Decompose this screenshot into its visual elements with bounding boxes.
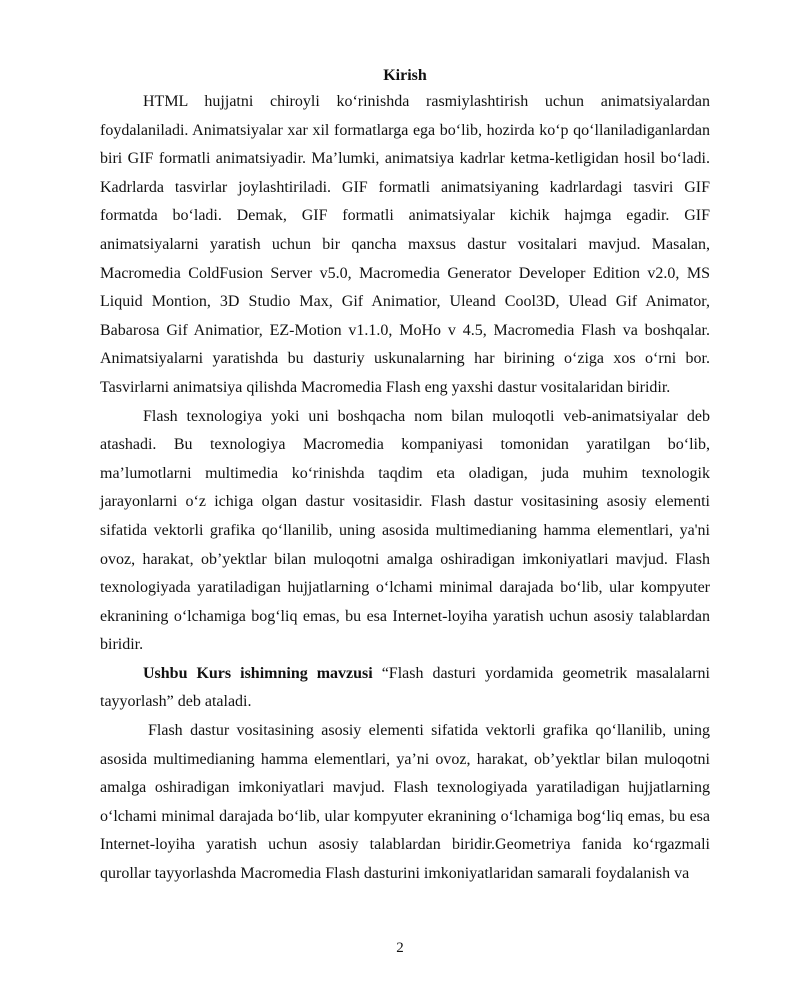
page-content: [100, 64, 710, 889]
section-title: Kirish: [383, 67, 427, 84]
paragraph-course-topic: [100, 660, 710, 717]
topic-lead-rest: “Flash dasturi yordamida geometrik masalalarni tayyorlash” deb ataladi.: [100, 664, 710, 711]
topic-lead-bold: Ushbu Kurs ishimning mavzusi: [143, 664, 373, 682]
paragraph-flash-geometry: Flash dastur vositasining asosiy elementi sifatida vektorli grafika qo‘llanilib, uning asosida multimedianing hamma elementlari, ya’ni ovoz, harakat, ob’yektlar bilan muloqotni amalga oshiradigan imkoniyatlari mavjud. Flash texnologiyada yaratiladigan hujjatlarning o‘lchami minimal darajada bo‘lib, ular kompyuter ekranining o‘lchamiga bog‘liq emas, bu esa Internet-loyiha yaratish uchun asosiy talablardan biridir.Geometriya fanida ko‘rgazmali qurollar tayyorlashda Macromedia Flash dasturini imkoniyatlaridan samarali foydalanish va: [100, 722, 710, 883]
paragraph-flash-technology: Flash texnologiya yoki uni boshqacha nom bilan muloqotli veb-animatsiyalar deb atashadi. Bu texnologiya Macromedia kompaniyasi tomonidan yaratilgan bo‘lib, ma’lumotlarni multimedia ko‘rinishda taqdim eta oladigan, juda muhim texnologik jarayonlarni o‘z ichiga olgan dastur vositasidir. Flash dastur vositasining asosiy elementi sifatida vektorli grafika qo‘llanilib, uning asosida multimedianing hamma elementlari, ya'ni ovoz, harakat, ob’yektlar bilan muloqotni amalga oshiradigan imkoniyatlari mavjud. Flash texnologiyada yaratiladigan hujjatlarning o‘lchami minimal darajada bo‘lib, ular kompyuter ekranining o‘lchamiga bog‘liq emas, bu esa Internet-loyiha yaratish uchun asosiy talablardan biridir.: [100, 407, 710, 654]
page-number: 2: [396, 940, 404, 956]
paragraph-intro: HTML hujjatni chiroyli ko‘rinishda rasmiylashtirish uchun animatsiyalardan foydalaniladi. Animatsiyalar xar xil formatlarga ega bo‘lib, hozirda ko‘p qo‘llaniladiganlardan biri GIF formatli animatsiyadir. Ma’lumki, animatsiya kadrlar ketma-ketligidan hosil bo‘ladi. Kadrlarda tasvirlar joylashtiriladi. GIF formatli animatsiyaning kadrlardagi tasviri GIF formatda bo‘ladi. Demak, GIF formatli animatsiyalar kichik hajmga egadir. GIF animatsiyalarni yaratish uchun bir qancha maxsus dastur vositalari mavjud. Masalan, Macromedia ColdFusion Server v5.0, Macromedia Generator Developer Edition v2.0, MS Liquid Montion, 3D Studio Max, Gif Animatior, Uleand Cool3D, Ulead Gif Animator, Babarosa Gif Animatior, EZ-Motion v1.1.0, MoHo v 4.5, Macromedia Flash va boshqalar. Animatsiyalarni yaratishda bu dasturiy uskunalarning har birining o‘ziga xos o‘rni bor. Tasvirlarni animatsiya qilishda Macromedia Flash eng yaxshi dastur vositalaridan biridir.: [100, 93, 710, 396]
